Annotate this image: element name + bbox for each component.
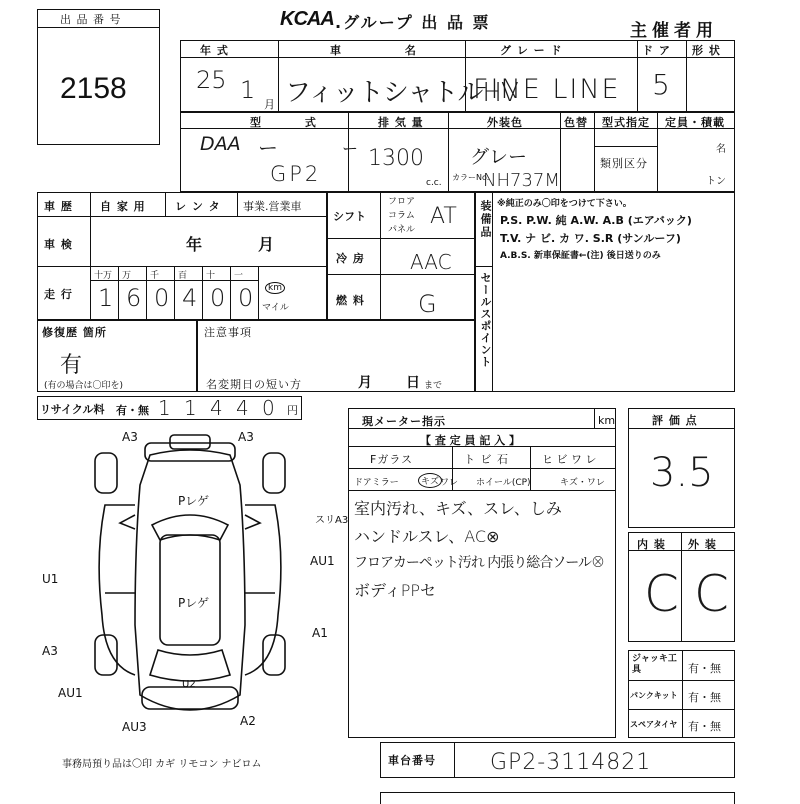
color-no-value: NH737M [483,170,560,191]
equip-line-3: A.B.S. 新車保証書←(注) 後日送りのみ [500,251,661,261]
mileage-digit-value: 0 [154,284,170,312]
recycle-digit: 0 [262,396,275,420]
recycle-yen: 円 [287,404,298,417]
recycle-digit: 1 [184,396,197,420]
cc-value: 1300 [368,146,424,171]
equip-line-1: P.S. P.W. 純 A.W. A.B (エアバック) [500,214,692,227]
name-change-month: 月 [358,375,372,391]
mileage-digit-value: 4 [182,284,198,312]
shift-option-column: コラム [388,211,415,221]
glass-label: Fガラス [370,453,413,466]
damage-mark-au1-right: AU1 [310,554,335,568]
shift-option-floor: フロア [388,197,416,207]
damage-mark-a3-left: A3 [42,644,58,658]
mileage-label: 走 行 [44,288,73,301]
repair-history-label: 修復歴 箇所 [42,326,107,339]
model-prefix-value: DAA [200,133,241,155]
damage-mark-pdent-roof: Pレゲ [178,596,209,610]
mirror-ware: ワレ [440,478,459,488]
year-label: 年 式 [200,44,229,57]
damage-mark-au3-bottom: AU3 [122,720,147,734]
damage-mark-a3-top-left: A3 [122,430,138,444]
exterior-label: 外 装 [688,538,717,551]
lot-number-label: 出 品 番 号 [60,13,122,26]
doors-label: ド ア [642,44,671,57]
comment-4: ボディPPセ [354,581,437,600]
damage-mark-au1-left: AU1 [58,686,83,700]
name-change-until: まで [424,381,443,391]
year-value: 25 [196,66,227,94]
class-label: 類別区分 [600,157,648,170]
damage-mark-a1-right: A1 [312,626,328,640]
exterior-value: C [694,565,729,623]
dash-mark: ー [258,136,278,160]
front-bumper-outline [145,443,235,461]
mirror-label: ドアミラー [354,478,399,488]
copy-type: 主催者用 [630,21,718,41]
evaluation-label: 評 価 点 [652,414,698,427]
damage-mark-a3-top-right: A3 [238,430,254,444]
fuel-value: G [418,290,437,318]
car-name-value: フィットシャトルHV [285,78,518,108]
car-name-label: 車 名 [330,44,446,57]
inspector-header: 【 査 定 員 記 入 】 [420,434,520,447]
car-roof-outline [160,535,220,645]
spec-label: 型式指定 [602,116,650,129]
comment-1: 室内汚れ、キズ、スレ、しみ [354,499,562,518]
spare-tire-option: 有・無 [688,720,721,733]
mileage-digit-label: 千 [150,271,160,281]
doors-value: 5 [652,68,670,101]
recycle-digit: 4 [210,396,223,420]
km-label: km [265,282,285,294]
name-change-day: 日 [406,375,420,391]
mileage-digit-label: 十 [206,271,216,281]
cc-label: 排 気 量 [378,116,424,129]
interior-value: C [644,565,679,623]
mileage-digit-value: 0 [238,284,254,312]
mileage-digit-value: 1 [98,284,114,312]
hibi-label: ヒ ビ ワ レ [542,453,597,466]
body-label: 形 状 [692,44,721,57]
equip-note: ※純正のみ〇印をつけて下さい。 [497,199,632,209]
meter-unit: km [598,414,616,427]
mileage-digit-label: 万 [122,271,132,281]
name-change-label: 名変期日の短い方 [206,378,302,391]
jack-option: 有・無 [688,662,721,675]
chassis-label: 車台番号 [388,754,436,767]
color-value: グレー [470,146,528,168]
recycle-label: リサイクル料 [40,403,105,416]
grade-label: グ レ ー ド [500,44,563,57]
color-no-label: カラーNo. [452,173,490,182]
color-change-label: 色替 [564,116,588,129]
ac-label: 冷 房 [336,252,365,265]
mile-label: マイル [262,303,289,313]
jack-label: ジャッキ工 具 [632,654,677,675]
sales-point-label: セールスポイント [479,272,492,368]
evaluation-score: 3.5 [650,450,714,496]
rear-bumper-outline [142,687,238,709]
tobi-label: ト ビ 石 [464,453,509,466]
repair-note: (有の場合は〇印を) [44,381,124,391]
inspection-month-unit: 月 [258,235,275,254]
recycle-option: 有・無 [116,404,149,417]
mirror-kizu: キズ [418,473,442,488]
shift-value: AT [430,204,457,229]
office-note: 事務局預り品は〇印 カギ リモコン ナビロム [62,759,262,770]
ton-unit: トン [706,176,726,187]
inspection-year-unit: 年 [186,235,203,254]
spare-tire-label: スペアタイヤ [630,720,678,729]
lot-number-value: 2158 [60,72,127,105]
comment-2: ハンドルスレ、AC⊗ [354,527,500,546]
dash-mark-2: ー [342,139,359,158]
rental-label: レ ン タ [175,200,221,213]
puncture-kit-label: パンクキット [630,691,678,700]
history-label: 車 歴 [44,200,73,213]
interior-label: 内 装 [637,538,666,551]
inspection-label: 車 検 [44,238,73,251]
car-damage-diagram [40,425,349,745]
business-label: 事業.営業車 [243,200,302,213]
cc-unit: c.c. [426,178,442,188]
person-unit: 名 [716,144,726,155]
model-code-value: GP2 [270,162,322,186]
mileage-digit-label: 十万 [94,271,113,281]
wheel-front-right [263,453,285,493]
model-label: 型 式 [250,116,336,129]
form-title: .グループ 出 品 票 [335,13,491,32]
mileage-digit-label: 百 [178,271,188,281]
month-unit: 月 [264,98,275,111]
damage-mark-u1-left: U1 [42,572,59,586]
wheel-front-left [95,453,117,493]
comment-3: フロアカーペット汚れ 内張り総合ソール⊗ [354,555,605,571]
puncture-kit-option: 有・無 [688,691,721,704]
mileage-digit-label: 一 [234,271,244,281]
brand-logo: KCAA [280,8,334,30]
rear-glass-outline [150,650,230,681]
damage-mark-pdent-front: Pレゲ [178,494,209,508]
meter-label: 現メーター指示 [362,415,446,428]
fuel-label: 燃 料 [336,294,365,307]
damage-mark-u2-rear: U2 [182,679,196,690]
equip-line-2: T.V. ナ ビ. カ ワ. S.R (サンルーフ) [500,232,681,245]
notice-label: 注意事項 [204,326,252,339]
chassis-value: GP2-3114821 [490,750,652,775]
shift-label: シフト [333,210,366,223]
recycle-digit: 1 [158,396,171,420]
shift-option-panel: パネル [388,225,416,235]
wheel-label: ホイール(CP) [476,478,531,488]
damage-mark-a2-bottom: A2 [240,714,256,728]
mileage-digit-value: 6 [126,284,142,312]
recycle-digit: 4 [236,396,249,420]
capacity-label: 定員・積載 [665,116,725,129]
grade-value: FINE LINE [473,74,621,105]
month-value: 1 [240,76,256,104]
private-use-label: 自 家 用 [100,200,146,213]
ac-value: AAC [410,250,452,274]
color-label: 外装色 [487,116,523,129]
equip-label: 装備品 [479,200,492,239]
mileage-digit-value: 0 [210,284,226,312]
repair-history-value: 有 [60,353,83,378]
wheel-kizu-ware: キズ・ワレ [560,478,605,488]
damage-mark-sure-a3: スリA3 [315,515,349,526]
